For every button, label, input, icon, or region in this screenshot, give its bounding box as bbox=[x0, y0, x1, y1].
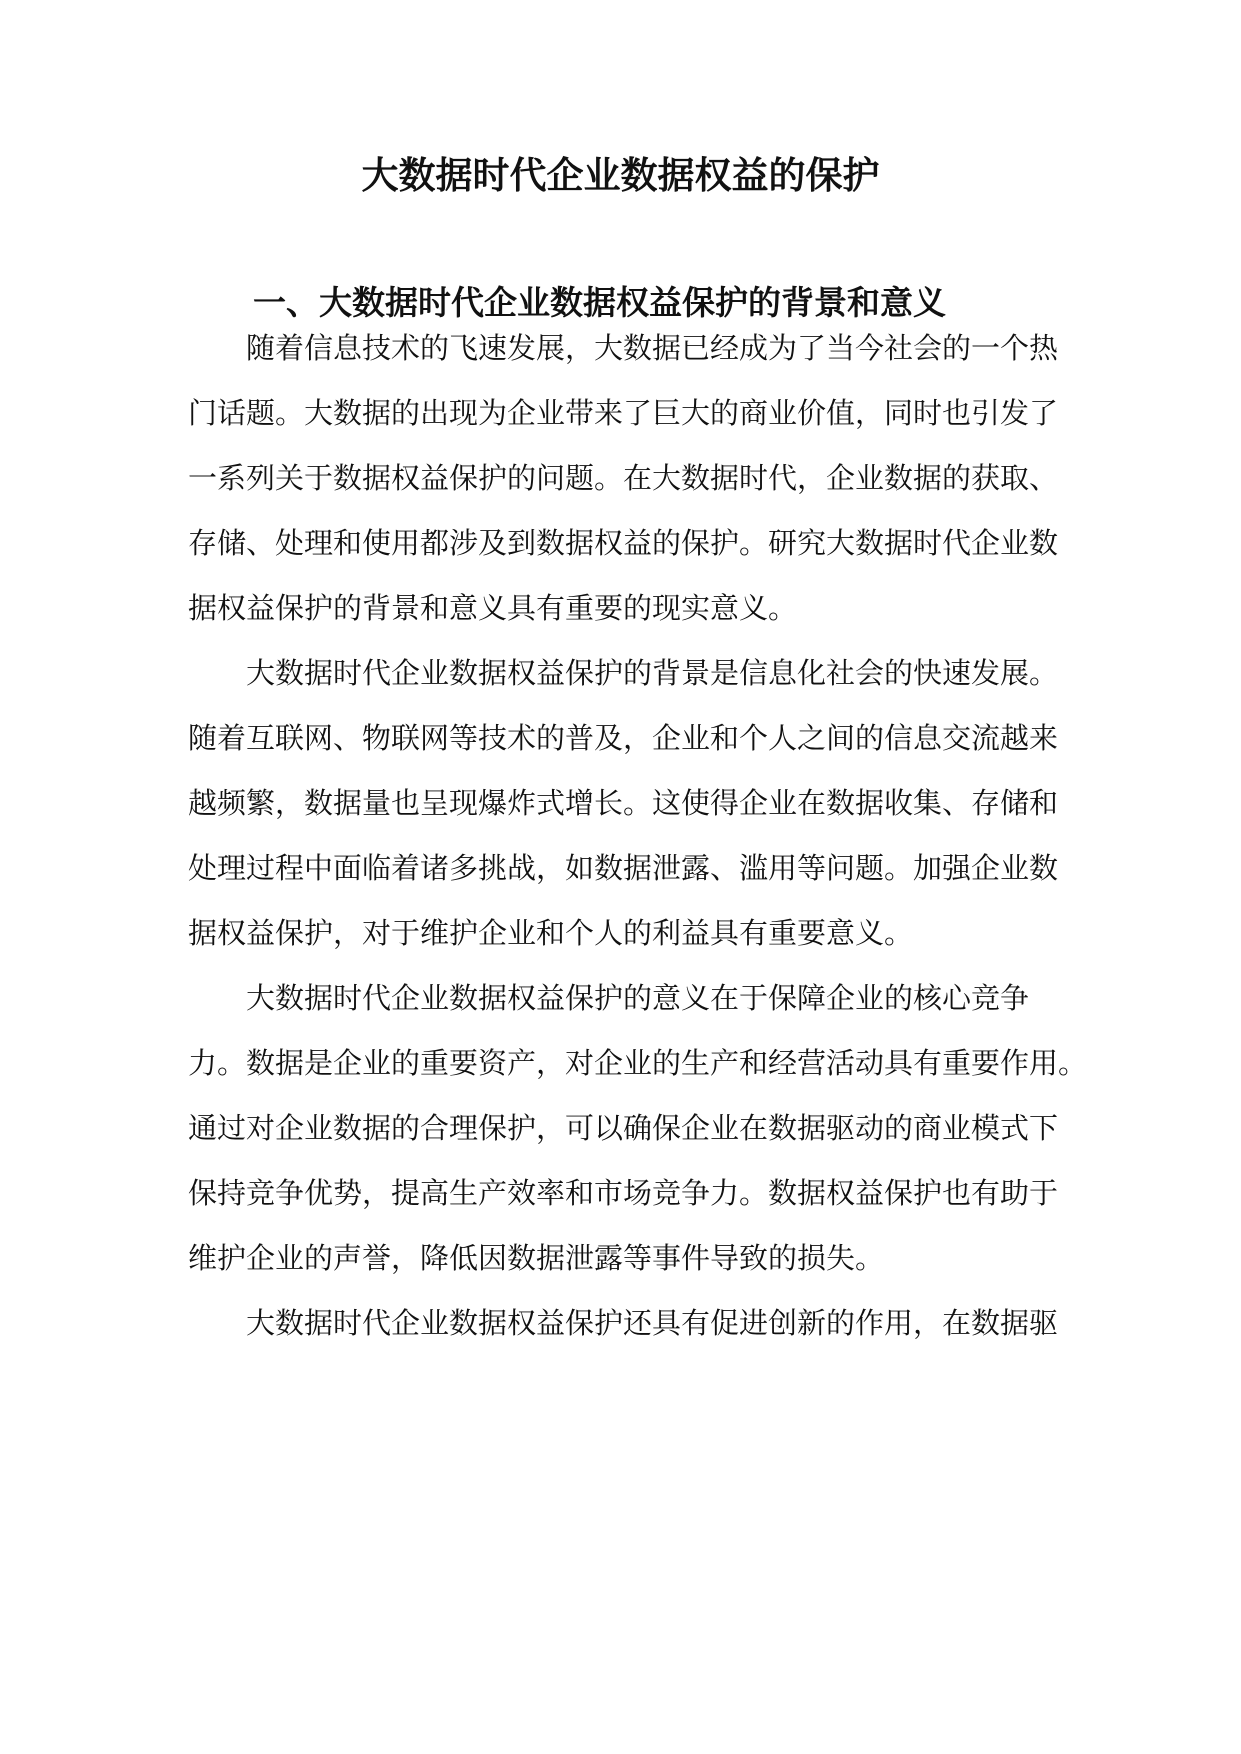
paragraph-2-line-4: 处理过程中面临着诸多挑战，如数据泄露、滥用等问题。加强企业数 bbox=[188, 851, 1059, 885]
paragraph-3-line-4: 保持竞争优势，提高生产效率和市场竞争力。数据权益保护也有助于 bbox=[188, 1176, 1059, 1210]
paragraph-2-line-3: 越频繁，数据量也呈现爆炸式增长。这使得企业在数据收集、存储和 bbox=[188, 786, 1059, 820]
paragraph-1-line-4: 存储、处理和使用都涉及到数据权益的保护。研究大数据时代企业数 bbox=[188, 526, 1059, 560]
paragraph-4-line-1: 大数据时代企业数据权益保护还具有促进创新的作用，在数据驱 bbox=[246, 1306, 1059, 1340]
paragraph-3-line-2: 力。数据是企业的重要资产，对企业的生产和经营活动具有重要作用。 bbox=[188, 1046, 1088, 1080]
paragraph-1-line-2: 门话题。大数据的出现为企业带来了巨大的商业价值，同时也引发了 bbox=[188, 396, 1059, 430]
paragraph-1-line-1: 随着信息技术的飞速发展，大数据已经成为了当今社会的一个热 bbox=[246, 331, 1059, 365]
paragraph-2-line-2: 随着互联网、物联网等技术的普及，企业和个人之间的信息交流越来 bbox=[188, 721, 1059, 755]
paragraph-2-line-1: 大数据时代企业数据权益保护的背景是信息化社会的快速发展。 bbox=[246, 656, 1059, 690]
paragraph-3-line-1: 大数据时代企业数据权益保护的意义在于保障企业的核心竞争 bbox=[246, 981, 1030, 1015]
paragraph-1-line-3: 一系列关于数据权益保护的问题。在大数据时代，企业数据的获取、 bbox=[188, 461, 1059, 495]
section-heading: 一、大数据时代企业数据权益保护的背景和意义 bbox=[253, 283, 946, 322]
paragraph-3-line-3: 通过对企业数据的合理保护，可以确保企业在数据驱动的商业模式下 bbox=[188, 1111, 1059, 1145]
paragraph-2-line-5: 据权益保护，对于维护企业和个人的利益具有重要意义。 bbox=[188, 916, 914, 950]
document-title: 大数据时代企业数据权益的保护 bbox=[361, 153, 880, 197]
paragraph-3-line-5: 维护企业的声誉，降低因数据泄露等事件导致的损失。 bbox=[188, 1241, 885, 1275]
paragraph-1-line-5: 据权益保护的背景和意义具有重要的现实意义。 bbox=[188, 591, 798, 625]
